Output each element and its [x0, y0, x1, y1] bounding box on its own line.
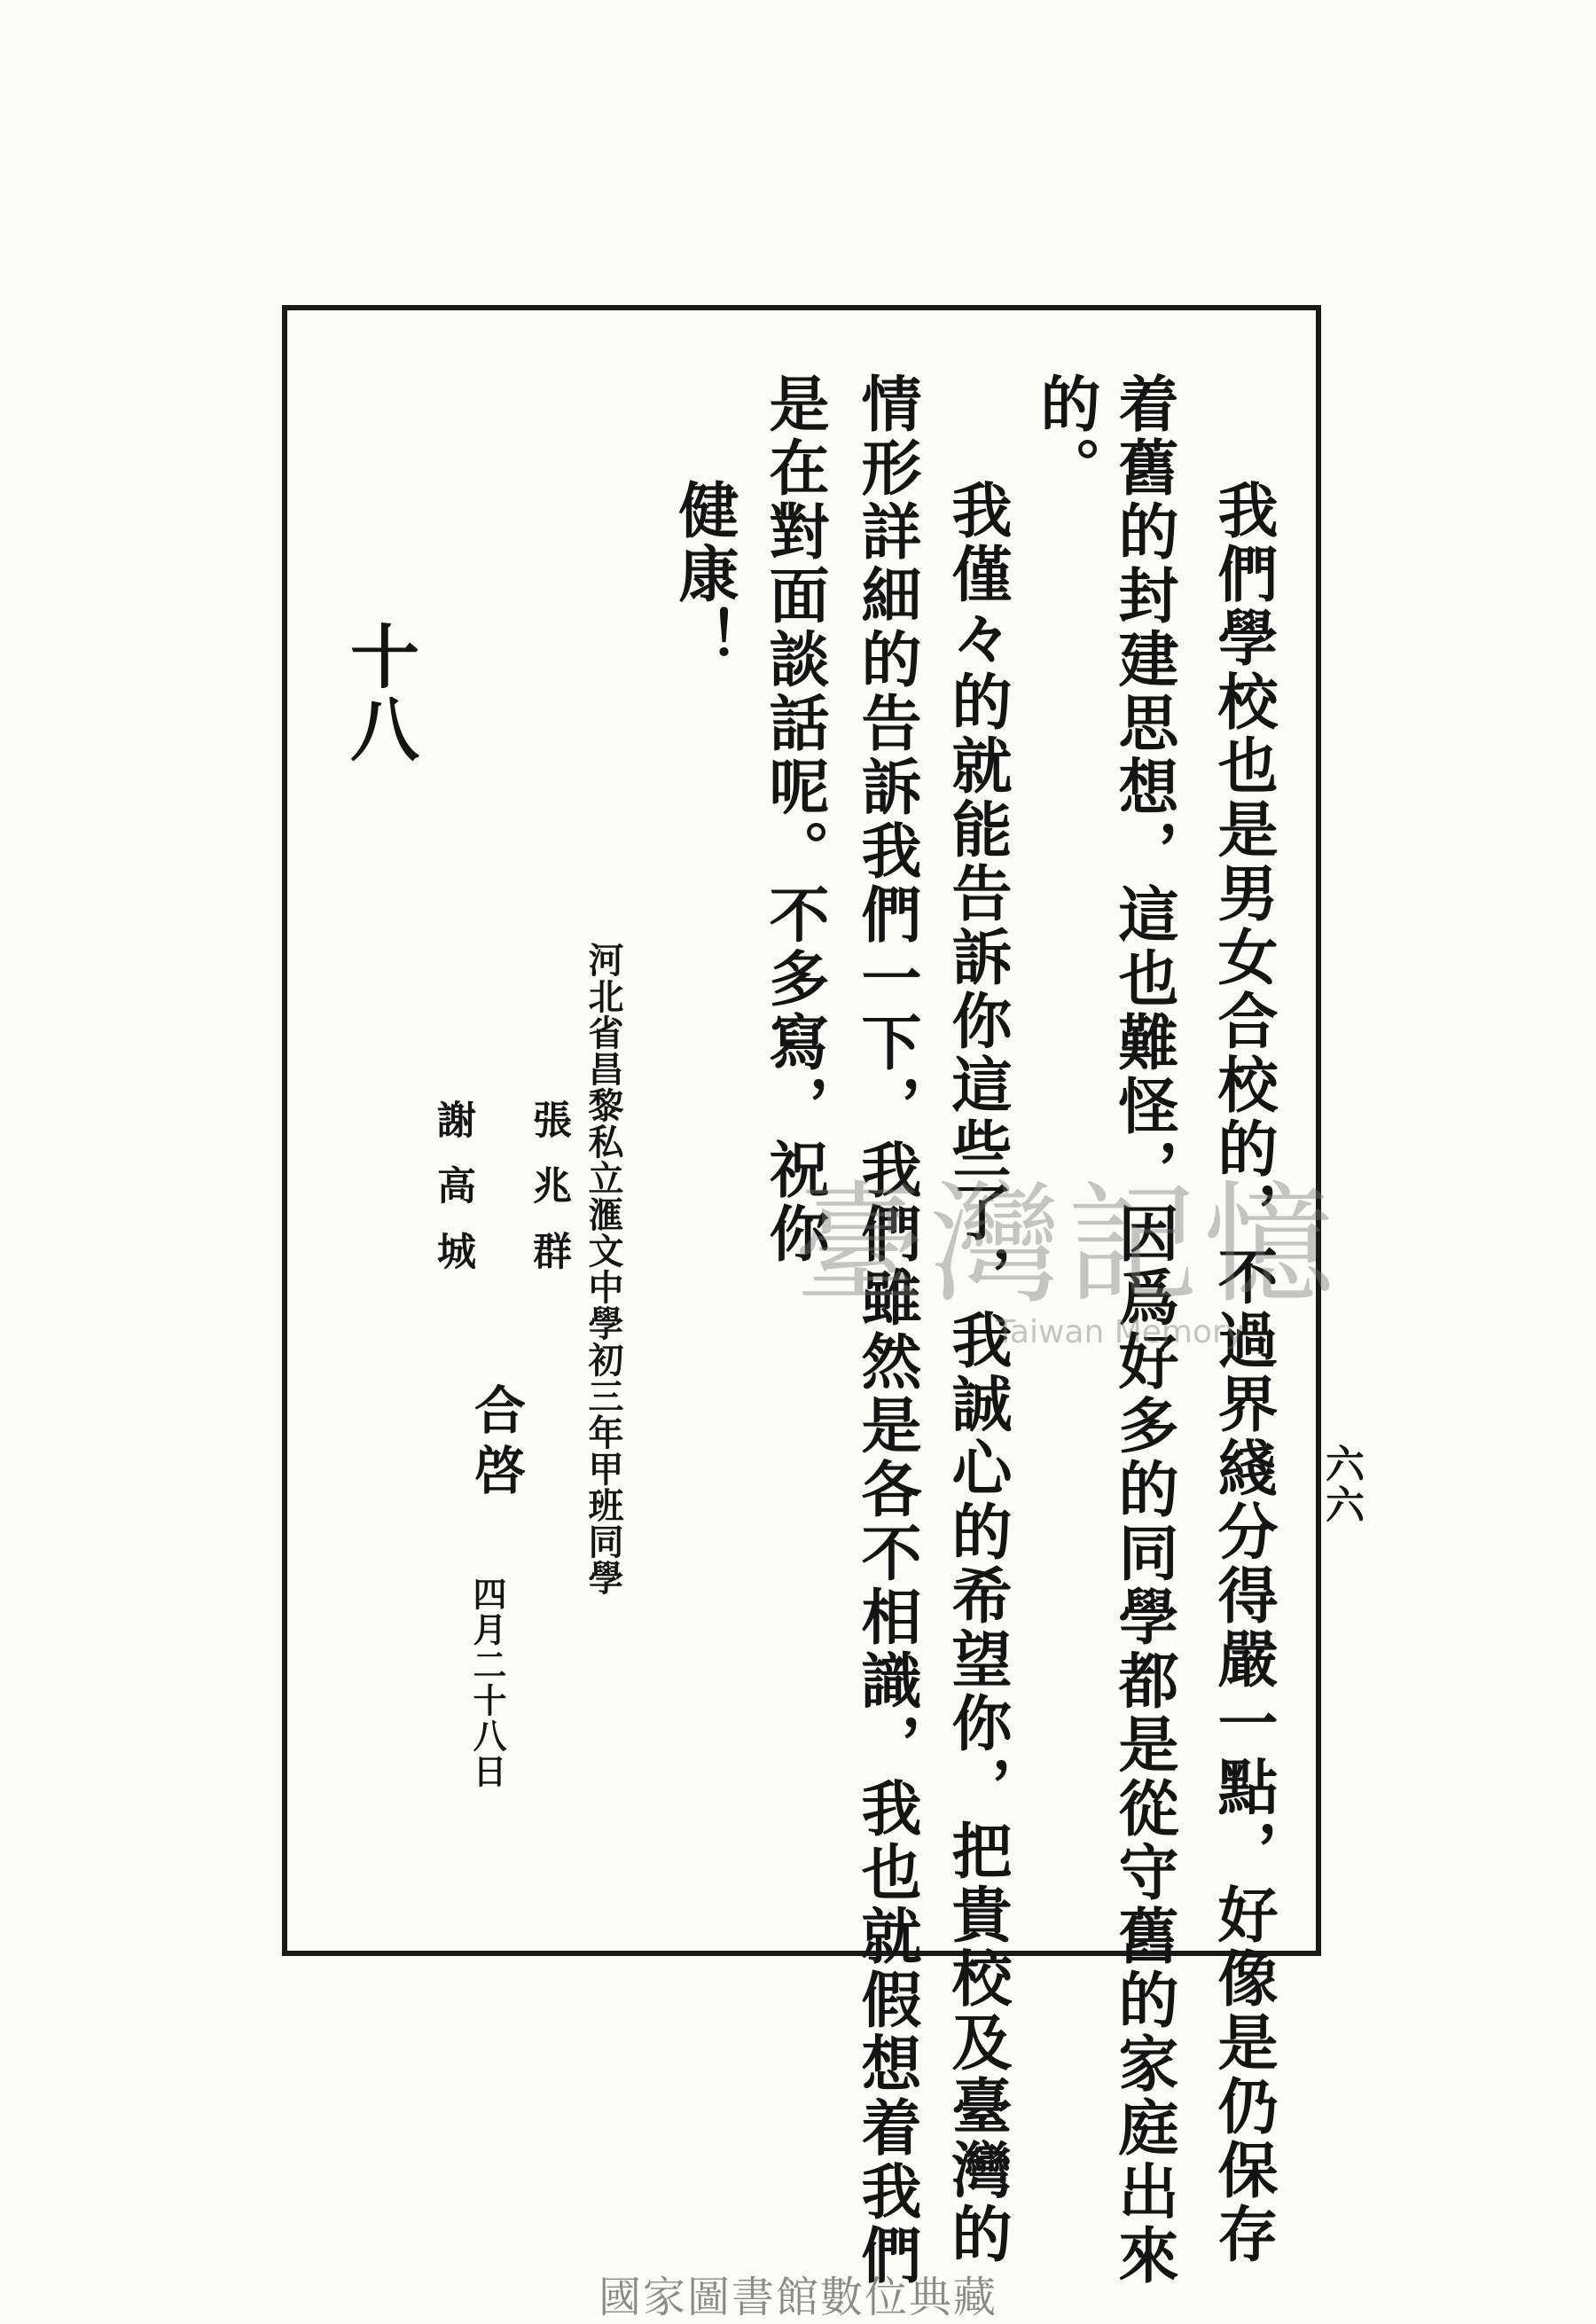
- body-column-7: 健康！: [669, 479, 739, 670]
- signature-school: 河北省昌黎私立滙文中學初三年甲班同學: [583, 942, 624, 1596]
- body-column-3: 的。: [1030, 372, 1101, 500]
- body-column-2: 着舊的封建思想，這也難怪，因爲好多的同學都是從守舊的家庭出來: [1108, 372, 1179, 2288]
- body-column-5: 情形詳細的告訴我們一下，我們雖然是各不相識，我也就假想着我們: [851, 372, 922, 2288]
- signature-name-1: 張兆群: [526, 1099, 571, 1296]
- signature-date: 四月二十八日: [467, 1577, 507, 1789]
- page-number: 六六: [1318, 1444, 1364, 1525]
- footer-label: 國家圖書館數位典藏: [598, 2273, 998, 2322]
- body-column-1: 我們學校也是男女合校的，不過界綫分得嚴一點，好像是仍保存: [1208, 479, 1279, 2266]
- watermark-english: Taiwan Memory: [995, 1314, 1245, 1350]
- signature-name-2: 謝高城: [430, 1099, 475, 1296]
- watermark-chinese: 臺灣記憶: [794, 1169, 1340, 1321]
- signature-closing: 合啓: [466, 1383, 526, 1504]
- body-column-6: 是在對面談話呢。不多寫，祝你: [759, 372, 830, 1266]
- body-column-4: 我僅々的就能告訴你這些了，我誠心的希望你，把貴校及臺灣的: [942, 479, 1013, 2266]
- chapter-number: 十八: [339, 621, 419, 766]
